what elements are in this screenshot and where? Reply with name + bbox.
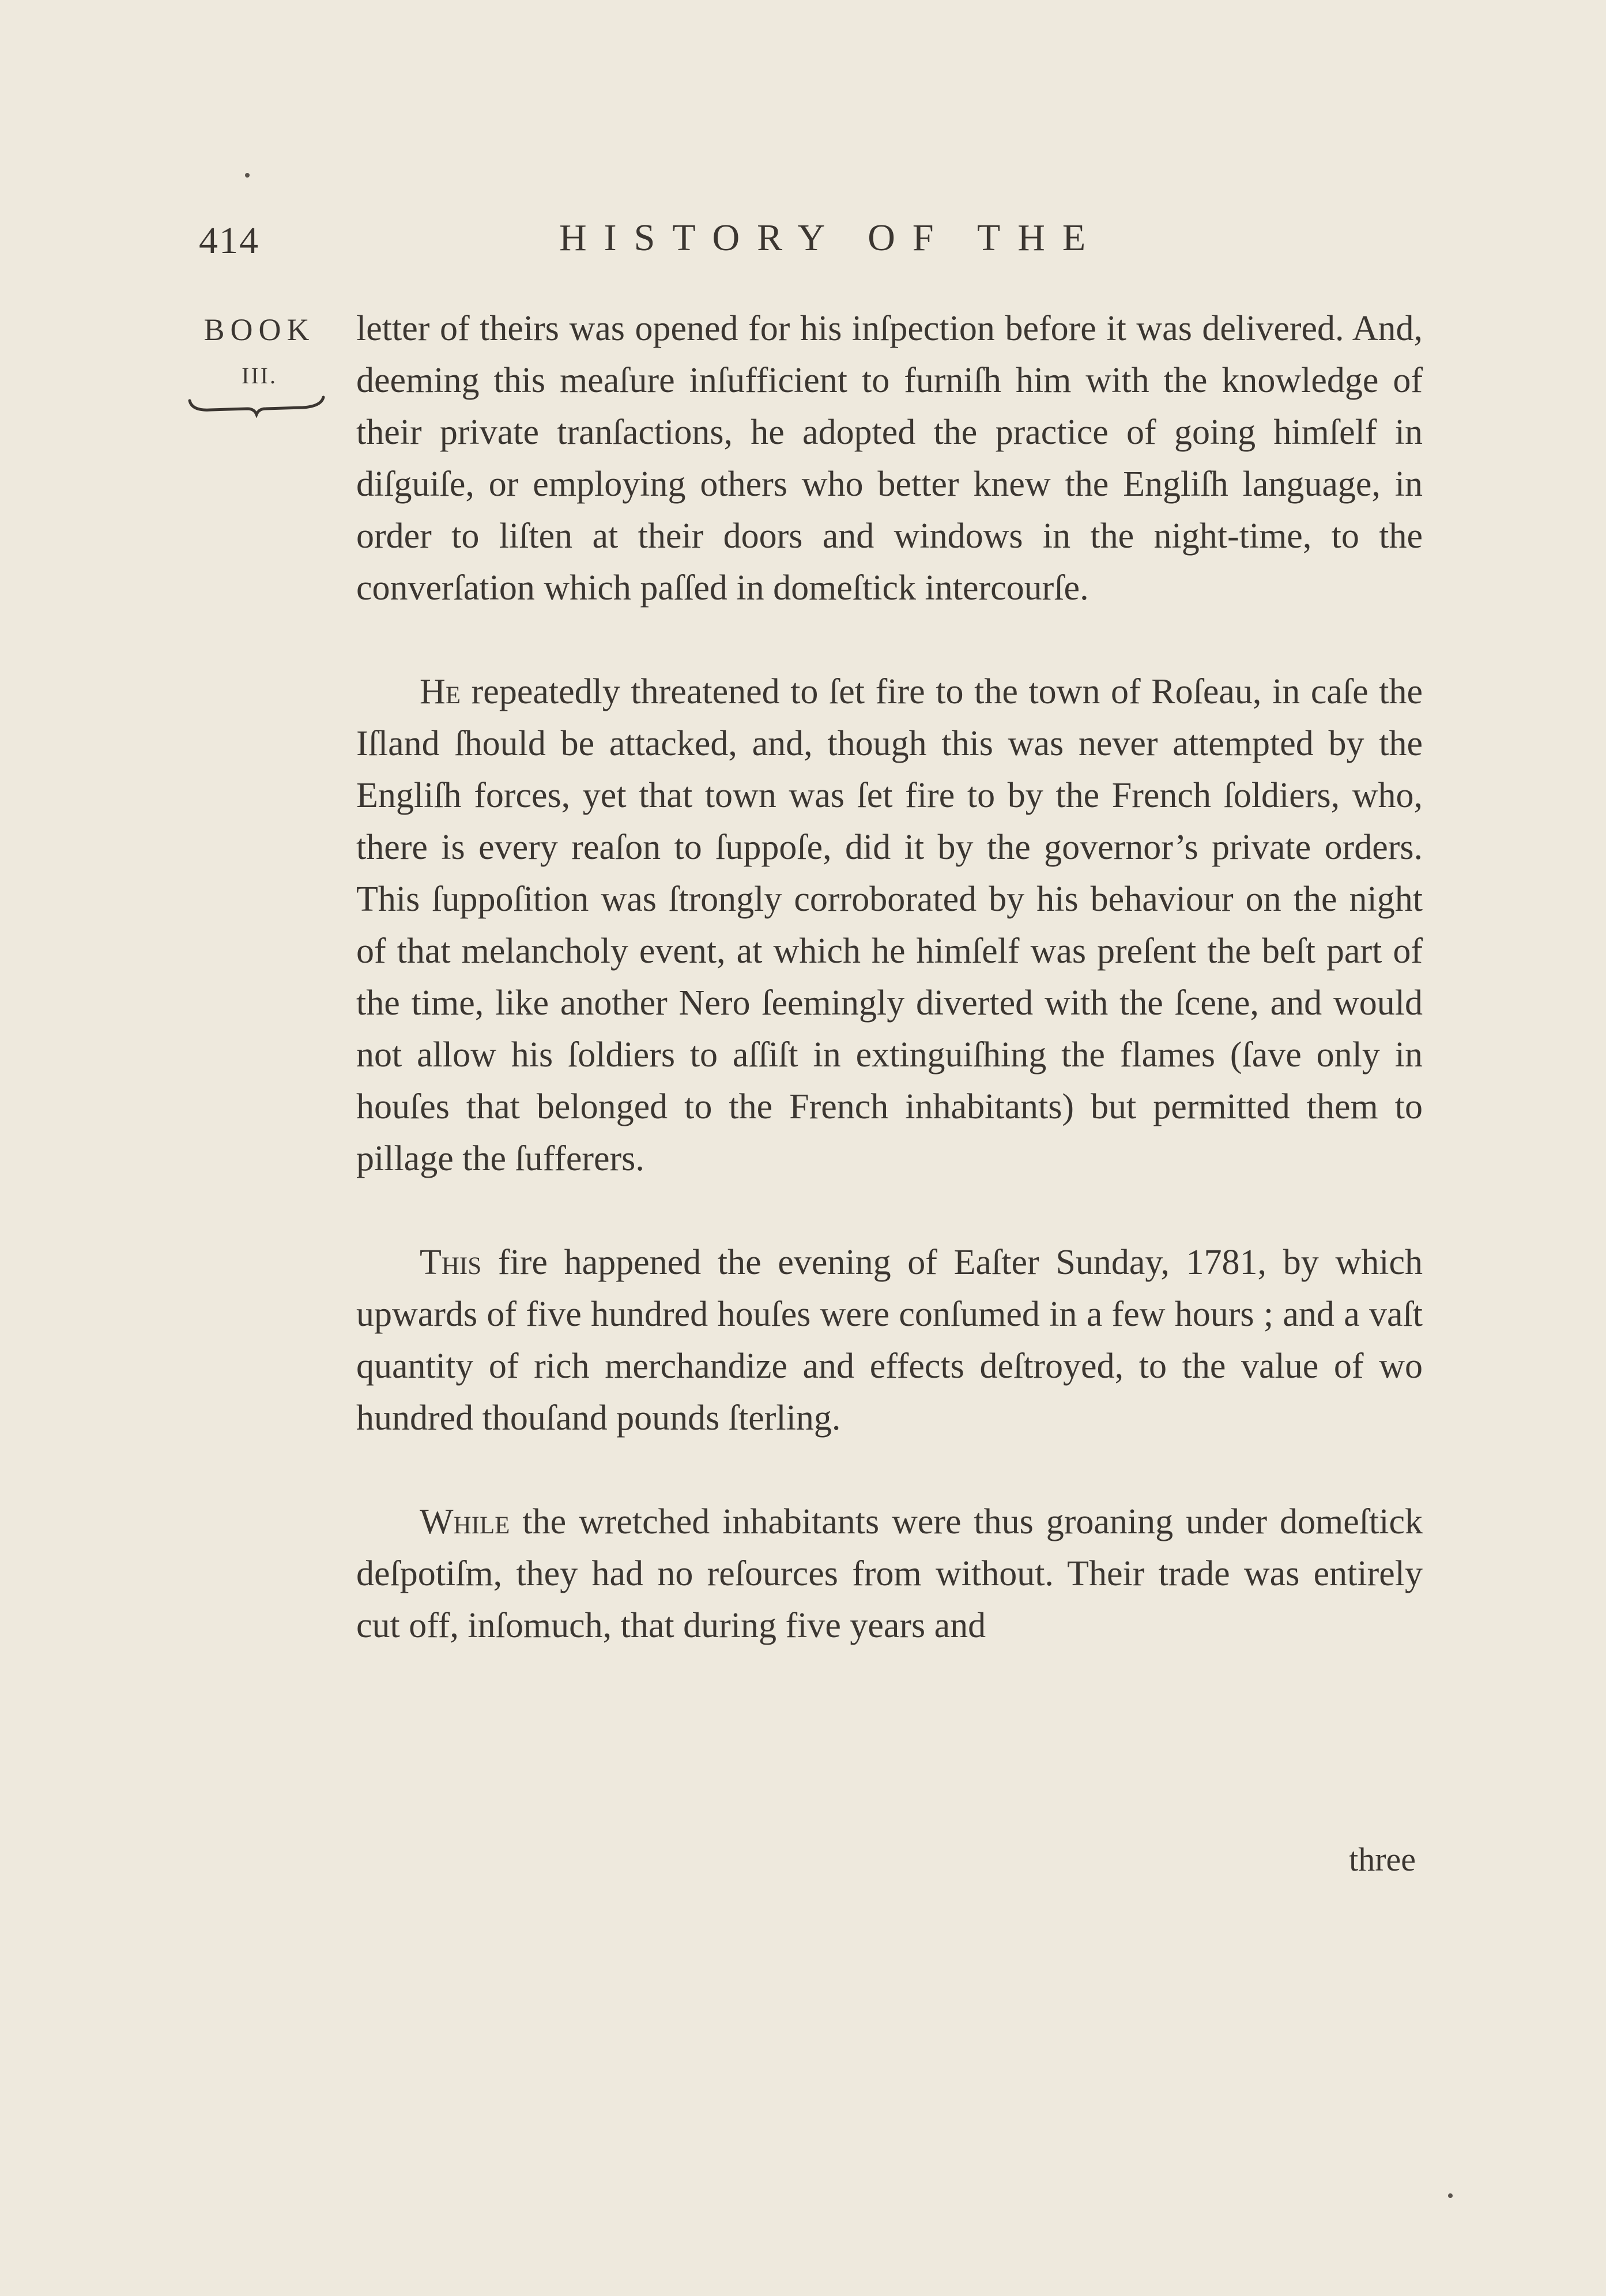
catchword: three — [1349, 1841, 1416, 1878]
margin-note-book: BOOK — [203, 312, 315, 347]
paragraph-3-text: fire happened the evening of Eaſter Sunday, 1781, by which upwards of five hundred houſes were conſumed in a few hours ; and a vaſt quantity of rich merchandize and effects deſtroyed, to the value of wo hundred thouſand pounds ſterling. — [356, 1243, 1423, 1438]
paragraph-3-lead: This — [420, 1243, 482, 1282]
ink-speck — [245, 173, 250, 178]
page-number: 414 — [199, 220, 259, 262]
paragraph-2-lead: He — [420, 672, 461, 711]
paragraph-2 — [356, 666, 1423, 1185]
paragraph-4-lead: While — [420, 1502, 510, 1541]
paragraph-4 — [356, 1496, 1423, 1652]
margin-note-volume: III. — [242, 363, 277, 389]
brace-ornament — [187, 395, 326, 418]
running-head: HISTORY OF THE — [559, 217, 1103, 259]
ink-speck — [1448, 2193, 1453, 2198]
paragraph-1 — [356, 303, 1423, 614]
paragraph-2-text: repeatedly threatened to ſet fire to the town of Roſeau, in caſe the Iſland ſhould be attacked, and, though this was never attempted by the Engliſh forces, yet that town was ſet fire to by the French ſoldiers, who, there is every reaſon to ſuppoſe, did it by the governor’s private orders. This ſuppoſition was ſtrongly corroborated by his behaviour on the night of that melancholy event, at which he himſelf was preſent the beſt part of the time, like another Nero ſeemingly diverted with the ſcene, and would not allow his ſoldiers to aſſiſt in extinguiſhing the flames (ſave only in houſes that belonged to the French inhabitants) but permitted them to pillage the ſufferers. — [356, 672, 1423, 1178]
page-header — [0, 208, 1606, 271]
body-text — [356, 303, 1423, 1652]
paragraph-4-text: the wretched inhabitants were thus groaning under domeſtick deſpotiſm, they had no reſources from without. Their trade was entirely cut off, inſomuch, that during five years and — [356, 1502, 1423, 1645]
paragraph-1-text: letter of theirs was opened for his inſpection before it was delivered. And, deeming this meaſure inſufficient to furniſh him with the knowledge of their private tranſactions, he adopted the practice of going himſelf in diſguiſe, or employing others who better knew the Engliſh language, in order to liſten at their doors and windows in the night-time, to the converſation which paſſed in domeſtick intercourſe. — [356, 309, 1423, 608]
paragraph-3 — [356, 1236, 1423, 1444]
margin-note — [184, 307, 334, 399]
